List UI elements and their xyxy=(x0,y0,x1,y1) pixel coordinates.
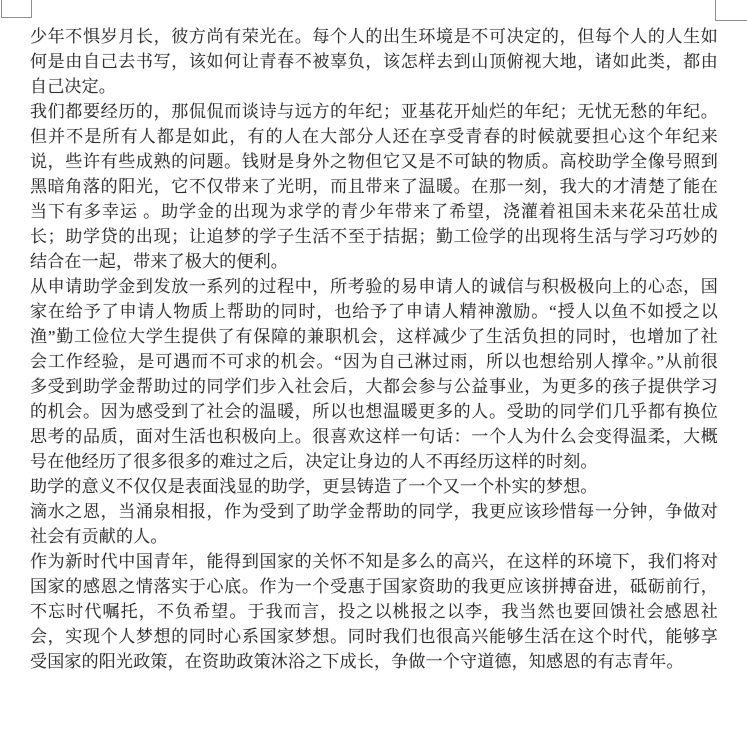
page-corner-mark-top-left xyxy=(1,0,32,18)
text-line: 助学的意义不仅仅是表面浅显的助学，更昙铸造了一个又一个朴实的梦想。 xyxy=(30,477,598,496)
text-line: 当下有多幸运 。助学金的出现为求学的青少年带来了希望，浇灌着祖国未来花朵茁壮成 xyxy=(30,202,718,221)
text-line: 不忘时代嘱托，不负希望。于我而言，投之以桃报之以李，我当然也要回馈社会感恩社 xyxy=(30,602,718,621)
text-line: 从申请助学金到发放一系列的过程中，所考验的易申请人的诚信与积极极向上的心态，国 xyxy=(30,277,718,296)
text-line: 黑暗角落的阳光，它不仅带来了光明，而且带来了温暖。在那一刻，我大的才清楚了能在 xyxy=(30,177,718,196)
text-line: 结合在一起，带来了极大的便利。 xyxy=(30,252,288,271)
text-line: 自己决定。 xyxy=(30,77,116,96)
text-line: 的机会。因为感受到了社会的温暖，所以也想温暖更多的人。受助的同学们几乎都有换位 xyxy=(30,402,718,421)
text-line: 我们都要经历的，那侃侃而谈诗与远方的年纪；亚基花开灿烂的年纪；无忧无愁的年纪。 xyxy=(30,102,718,121)
text-line: 号在他经历了很多很多的难过之后，决定让身边的人不再经历这样的时刻。 xyxy=(30,452,598,471)
text-line: 国家的感恩之情落实于心底。作为一个受惠于国家资助的我更应该拼搏奋进，砥砺前行， xyxy=(30,577,718,596)
text-line: 会，实现个人梦想的同时心系国家梦想。同时我们也很高兴能够生活在这个时代，能够享 xyxy=(30,627,718,646)
text-line: 但并不是所有人都是如此，有的人在大部分人还在享受青春的时候就要担心这个年纪来 xyxy=(30,127,718,146)
text-line: 作为新时代中国青年，能得到国家的关怀不知是多么的高兴，在这样的环境下，我们将对 xyxy=(30,552,718,571)
text-line: 少年不惧岁月长，彼方尚有荣光在。每个人的出生环境是不可决定的，但每个人的人生如 xyxy=(30,27,718,46)
document-body xyxy=(30,24,718,674)
text-line: 受国家的阳光政策，在资助政策沐浴之下成长，争做一个守道德，知感恩的有志青年。 xyxy=(30,652,684,671)
text-line: 社会有贡献的人。 xyxy=(30,527,168,546)
text-line: 滴水之恩，当涌泉相报，作为受到了助学金帮助的同学，我更应该珍惜每一分钟，争做对 xyxy=(30,502,718,521)
text-line: 长；助学贷的出现；让追梦的学子生活不至于拮据；勤工俭学的出现将生活与学习巧妙的 xyxy=(30,227,718,246)
text-line: 渔”勤工俭位大学生提供了有保障的兼职机会，这样减少了生活负担的同时，也增加了社 xyxy=(30,327,718,346)
text-line: 多受到助学金帮助过的同学们步入社会后，大都会参与公益事业，为更多的孩子提供学习 xyxy=(30,377,718,396)
text-line: 家在给予了申请人物质上帮助的同时，也给予了申请人精神激励。“授人以鱼不如授之以 xyxy=(30,302,718,321)
text-line: 会工作经验，是可遇而不可求的机会。“因为自己淋过雨，所以也想给别人撑伞。”从前很 xyxy=(30,352,718,371)
text-line: 说，些许有些成熟的问题。钱财是身外之物但它又是不可缺的物质。高校助学全像号照到 xyxy=(30,152,718,171)
page-corner-mark-top-right xyxy=(715,0,747,21)
text-line: 何是由自己去书写，该如何让青春不被辜负，该怎样去到山顶俯视大地，诸如此类，都由 xyxy=(30,52,718,71)
text-line: 思考的品质，面对生活也积极向上。很喜欢这样一句话：一个人为什么会变得温柔，大概 xyxy=(30,427,718,446)
